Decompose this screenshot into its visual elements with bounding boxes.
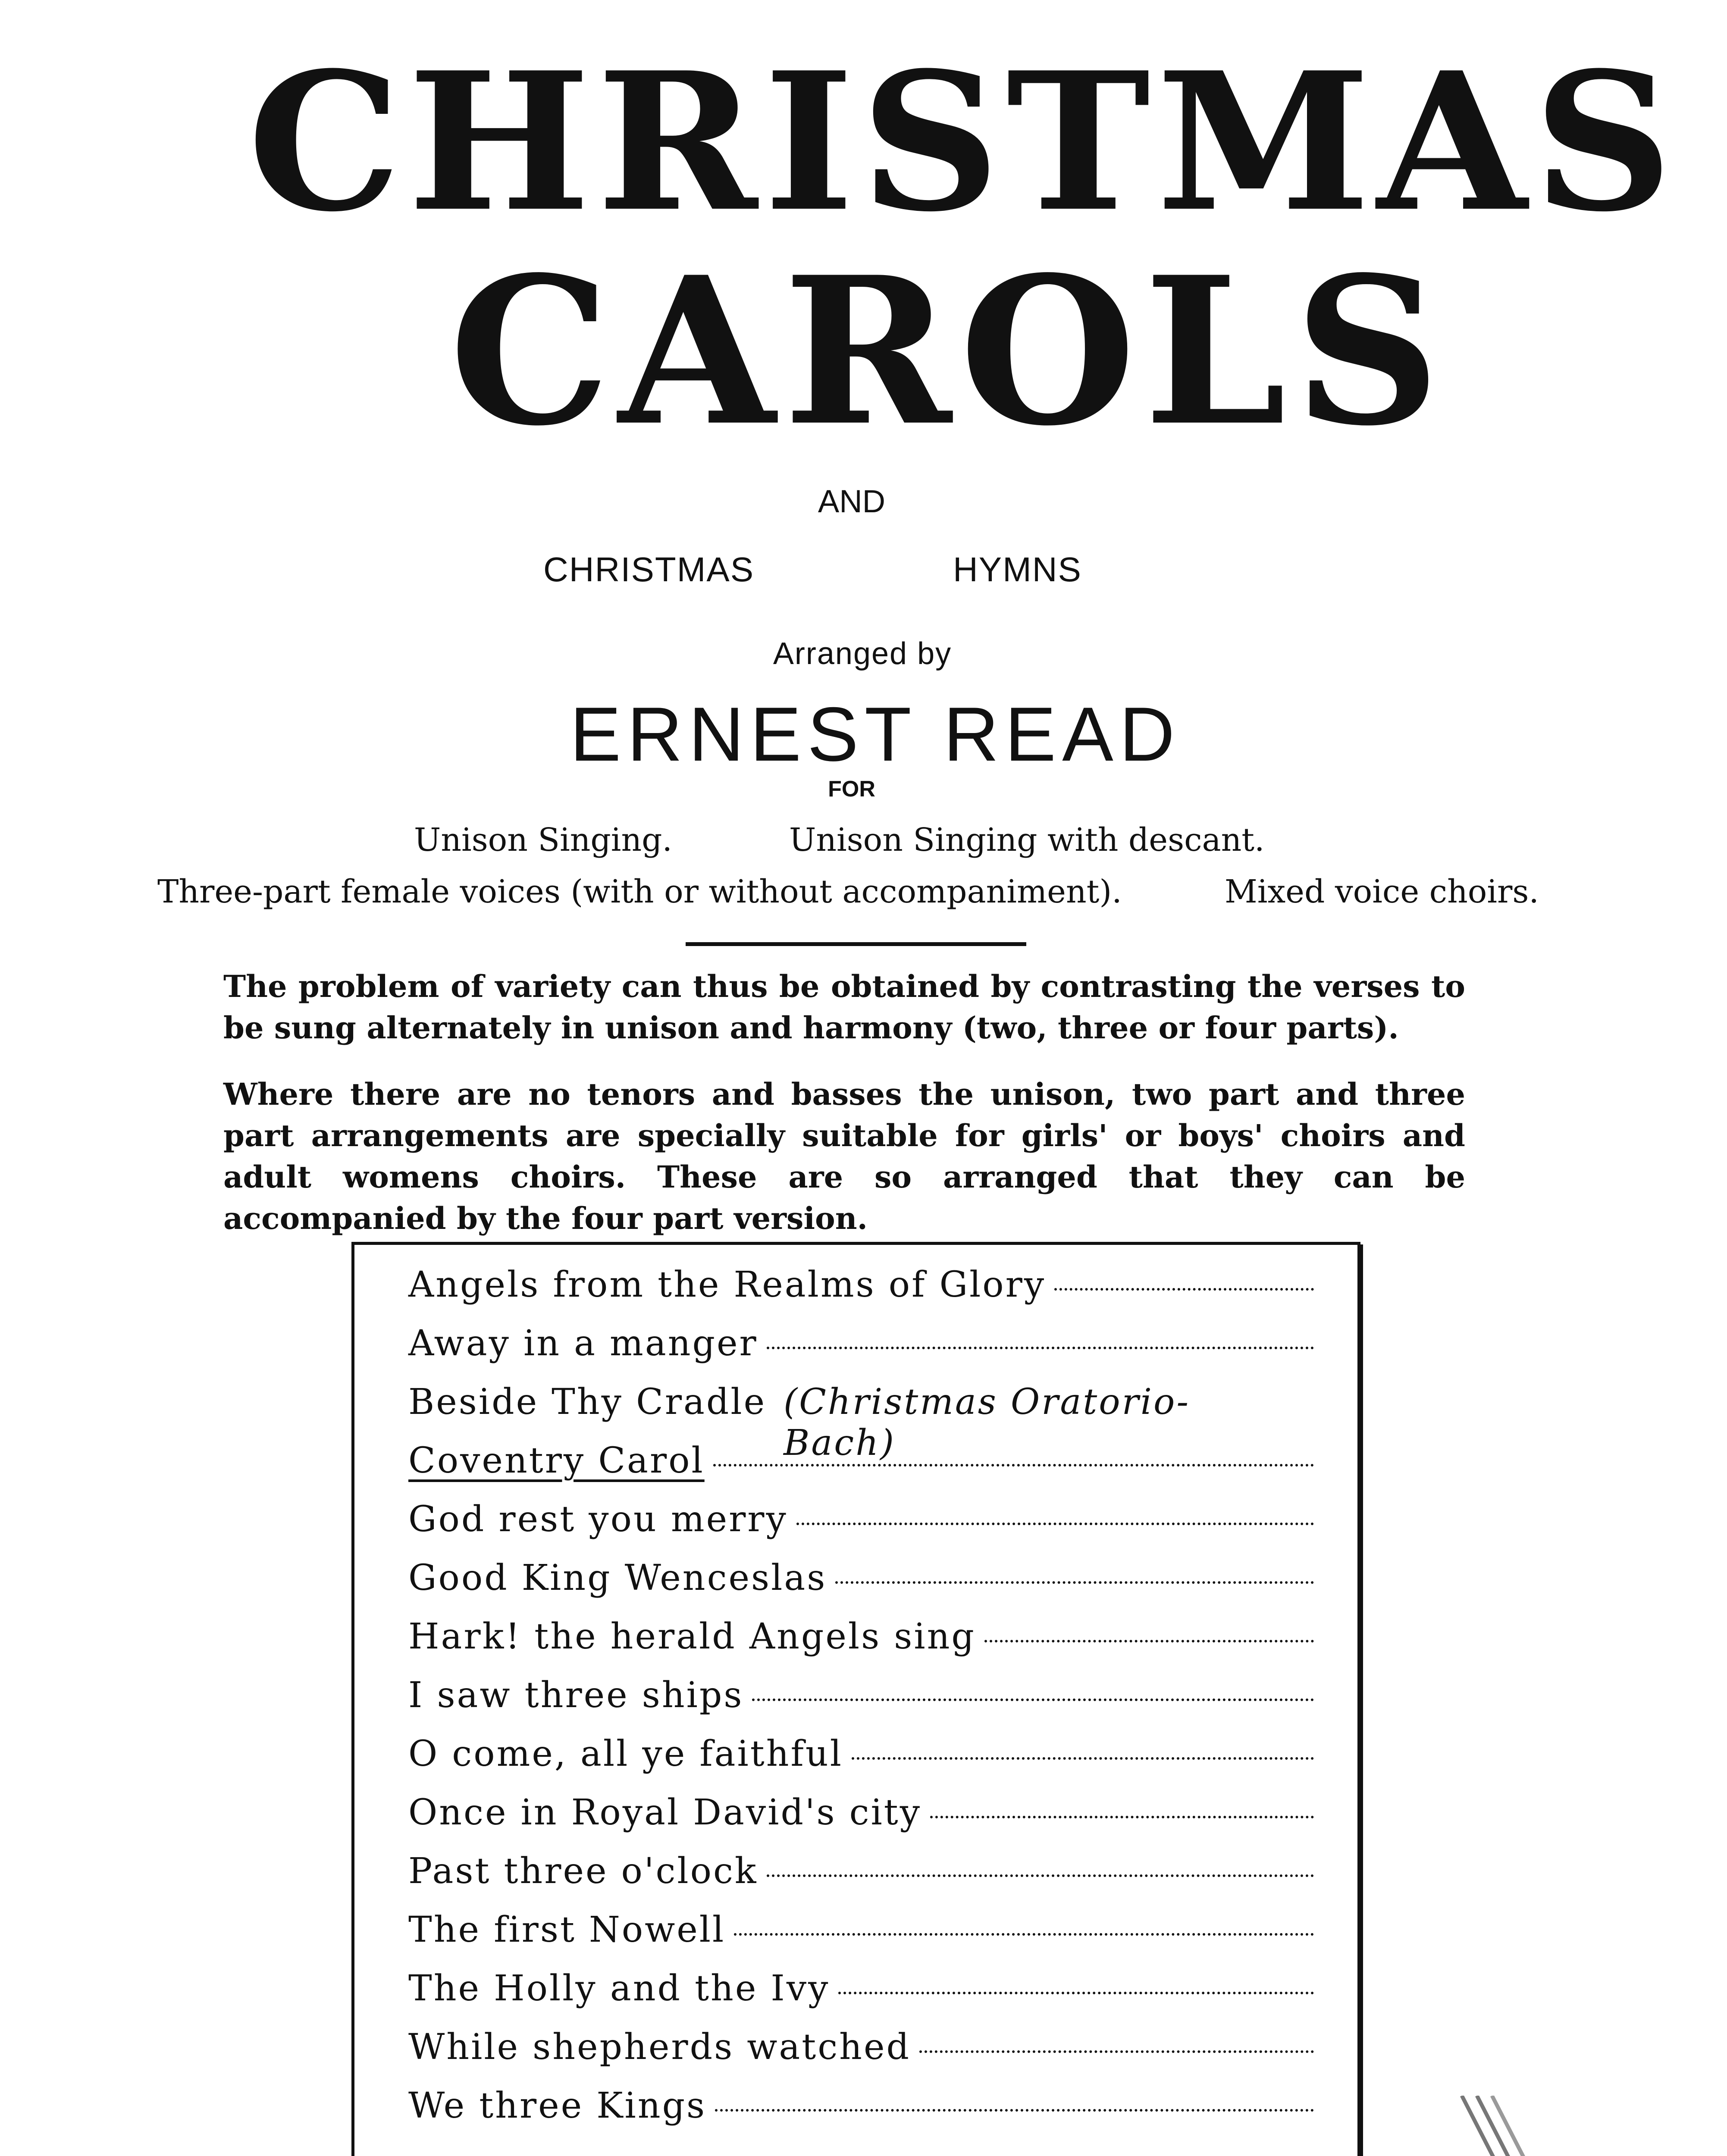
contents-item-leader [984,1640,1314,1642]
arrangement-paragraph: Where there are no tenors and basses the unison, two part and three part arrangements are specially suitable for girls' or boys' choirs and adult womens choirs. These are so arranged that they can be accompanied by the four part version. [223,1076,1465,1236]
contents-item [408,1323,1314,1375]
contents-item [408,2027,1314,2078]
contents-item-leader [767,1874,1314,1877]
intro-paragraph: The problem of variety can thus be obtained by contrasting the verses to be sung alternately in unison and harmony (two, three or four parts). [223,968,1465,1046]
contents-item-leader [713,1464,1314,1467]
arranged-by: Arranged by [773,636,952,671]
contents-item [408,1264,1314,1316]
contents-item-leader [852,1757,1314,1760]
composer-name: ERNEST READ [570,691,1181,777]
contents-item-leader [835,1581,1314,1584]
circle-a-logo-icon [1320,2096,1725,2156]
contents-box [351,1242,1360,2156]
contents-item-title: Once in Royal David's city [408,1792,922,1833]
contents-item-leader [1054,1288,1314,1291]
contents-item-subtitle: (Christmas Oratorio- Bach) [784,1382,1191,1463]
contents-item [408,1499,1314,1551]
contents-item [408,1616,1314,1668]
for-label: FOR [828,777,875,802]
contents-item [408,1440,1314,1492]
title-carols: CAROLS [449,232,1448,470]
contents-item [408,1733,1314,1785]
contents-item-title: Good King Wenceslas [408,1557,827,1598]
title-and: AND [818,483,886,519]
contents-item [408,1851,1314,1902]
contents-item-title: While shepherds watched [408,2027,911,2068]
contents-item [408,1792,1314,1844]
contents-item-title: God rest you merry [408,1499,788,1540]
voicing-unison: Unison Singing. [414,821,673,859]
contents-item-title: Angels from the Realms of Glory [408,1264,1046,1305]
contents-item-title: O come, all ye faithful [408,1733,843,1774]
voicing-three-part: Three-part female voices (with or without accompaniment). [157,873,1122,910]
contents-item [408,2085,1314,2137]
contents-item-title: Beside Thy Cradle [408,1382,767,1423]
contents-item-title: The Holly and the Ivy [408,1968,830,2009]
contents-item-title: Coventry Carol [408,1440,705,1481]
voicing-unison-descant: Unison Singing with descant. [789,821,1265,859]
voicing-mixed: Mixed voice choirs. [1225,873,1539,910]
subtitle-hymns: HYMNS [953,550,1082,589]
title-christmas: CHRISTMAS [248,31,1679,254]
contents-item-leader [715,2109,1314,2112]
divider-rule [686,942,1026,946]
contents-item-title: We three Kings [408,2085,707,2126]
contents-item [408,1557,1314,1609]
contents-item-leader [752,1698,1314,1701]
contents-item-title: Past three o'clock [408,1851,758,1892]
contents-item-title: I saw three ships [408,1675,744,1716]
contents-item-leader [734,1933,1314,1936]
contents-item-title: Away in a manger [408,1323,758,1364]
contents-item-leader [796,1523,1314,1525]
contents-item [408,1909,1314,1961]
contents-item-title: Hark! the herald Angels sing [408,1616,976,1657]
contents-item-title: The first Nowell [408,1909,726,1950]
contents-item [408,1675,1314,1727]
subtitle-christmas: CHRISTMAS [543,550,755,589]
contents-item-leader [838,1992,1314,1994]
contents-item-leader [919,2050,1314,2053]
contents-item-leader [767,1347,1314,1349]
contents-item-leader [930,1816,1314,1818]
contents-item [408,1968,1314,2020]
